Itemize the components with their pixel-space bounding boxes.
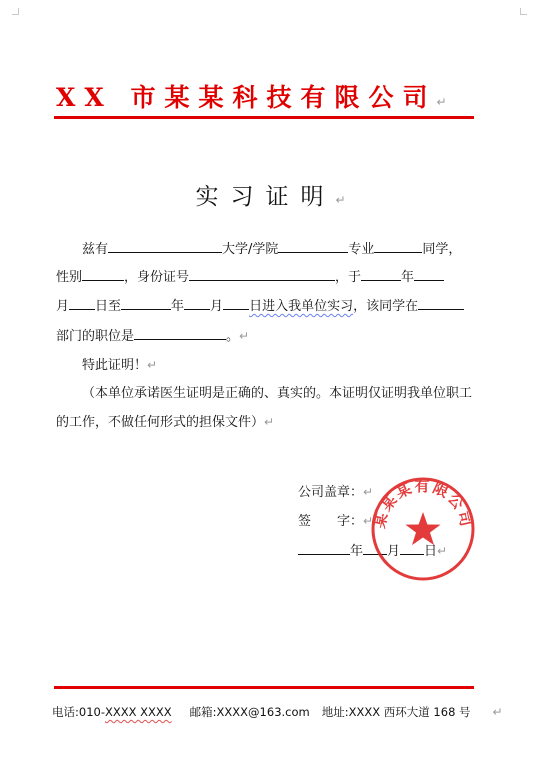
end-month-blank[interactable] bbox=[184, 297, 210, 310]
text-year-2: 年 bbox=[171, 299, 185, 314]
company-stamp bbox=[368, 474, 478, 584]
paragraph-mark: ↵ bbox=[147, 358, 158, 372]
paragraph-mark: ↵ bbox=[239, 329, 250, 343]
paragraph-mark: ↵ bbox=[436, 95, 447, 109]
start-year-blank[interactable] bbox=[361, 268, 401, 281]
company-name: XX 市某某科技有限公司 bbox=[56, 83, 437, 112]
gender-blank[interactable] bbox=[82, 268, 124, 281]
end-day-blank[interactable] bbox=[223, 297, 249, 310]
paragraph-mark: ↵ bbox=[363, 485, 374, 499]
document-title-text: 实习证明 bbox=[195, 184, 336, 210]
sign-line bbox=[298, 513, 373, 530]
sign-year-blank[interactable] bbox=[298, 542, 350, 555]
footer-email: 邮箱:XXXX@163.com bbox=[189, 705, 310, 719]
text-day-to: 日至 bbox=[95, 299, 122, 314]
certify-text: 特此证明！ bbox=[82, 358, 148, 373]
body-line-2 bbox=[56, 268, 444, 286]
end-year-blank[interactable] bbox=[121, 297, 171, 310]
text-month-2: 月 bbox=[210, 299, 224, 314]
text-enter-unit: 日进入我单位实习 bbox=[249, 299, 354, 314]
text-gender: 性别 bbox=[56, 270, 83, 285]
date-day: 日 bbox=[424, 544, 438, 559]
footer-info bbox=[52, 704, 503, 720]
text-yu: ，于 bbox=[335, 270, 362, 285]
text-year: 年 bbox=[401, 270, 415, 285]
header-red-rule bbox=[54, 116, 474, 119]
text-zi-you: 兹有 bbox=[82, 242, 109, 257]
text-month: 月 bbox=[56, 299, 70, 314]
text-classmate: 同学， bbox=[422, 242, 462, 257]
sign-label: 签 字： bbox=[298, 514, 364, 529]
seal-line bbox=[298, 484, 373, 501]
date-year: 年 bbox=[350, 544, 364, 559]
note-line-2 bbox=[56, 414, 274, 431]
department-blank[interactable] bbox=[418, 297, 464, 310]
footer-address: 地址:XXXX 西环大道 168 号 bbox=[321, 705, 471, 719]
footer-phone-value: XXXX XXXX bbox=[104, 705, 172, 719]
id-number-blank[interactable] bbox=[189, 268, 335, 281]
text-student-at: ，该同学在 bbox=[353, 299, 419, 314]
start-month-blank-a[interactable] bbox=[414, 268, 444, 281]
text-period: 。 bbox=[226, 329, 240, 344]
paragraph-mark: ↵ bbox=[264, 415, 275, 429]
body-line-3 bbox=[56, 297, 464, 315]
paragraph-mark: ↵ bbox=[335, 193, 346, 207]
position-blank[interactable] bbox=[134, 327, 226, 340]
text-university: 大学/学院 bbox=[222, 242, 279, 257]
top-left-margin-mark bbox=[12, 8, 19, 15]
stamp-text: 某某某有限公司 bbox=[370, 477, 476, 530]
stamp-star-icon bbox=[405, 512, 440, 545]
note-text-1: （本单位承诺医生证明是正确的、真实的。本证明仅证明我单位职工 bbox=[82, 386, 473, 401]
company-header bbox=[56, 78, 447, 114]
start-day-blank[interactable] bbox=[69, 297, 95, 310]
note-text-2: 的工作，不做任何形式的担保文件） bbox=[56, 415, 265, 430]
document-title bbox=[0, 178, 541, 211]
body-line-1 bbox=[82, 240, 461, 258]
footer-red-rule bbox=[54, 686, 474, 689]
school-blank[interactable] bbox=[108, 240, 222, 253]
certify-line bbox=[82, 357, 157, 374]
text-major: 专业 bbox=[348, 242, 375, 257]
major-blank[interactable] bbox=[278, 240, 348, 253]
footer-phone-label: 电话:010- bbox=[52, 705, 105, 719]
text-id-number: ，身份证号 bbox=[124, 270, 190, 285]
paragraph-mark: ↵ bbox=[492, 705, 503, 719]
date-month: 月 bbox=[387, 544, 401, 559]
top-right-margin-mark bbox=[520, 8, 527, 15]
paragraph-mark: ↵ bbox=[363, 514, 374, 528]
paragraph-mark: ↵ bbox=[437, 544, 448, 558]
student-name-blank[interactable] bbox=[374, 240, 422, 253]
text-position: 部门的职位是 bbox=[56, 329, 135, 344]
body-line-4 bbox=[56, 327, 249, 345]
seal-label: 公司盖章： bbox=[298, 485, 364, 500]
note-line-1 bbox=[82, 386, 472, 402]
